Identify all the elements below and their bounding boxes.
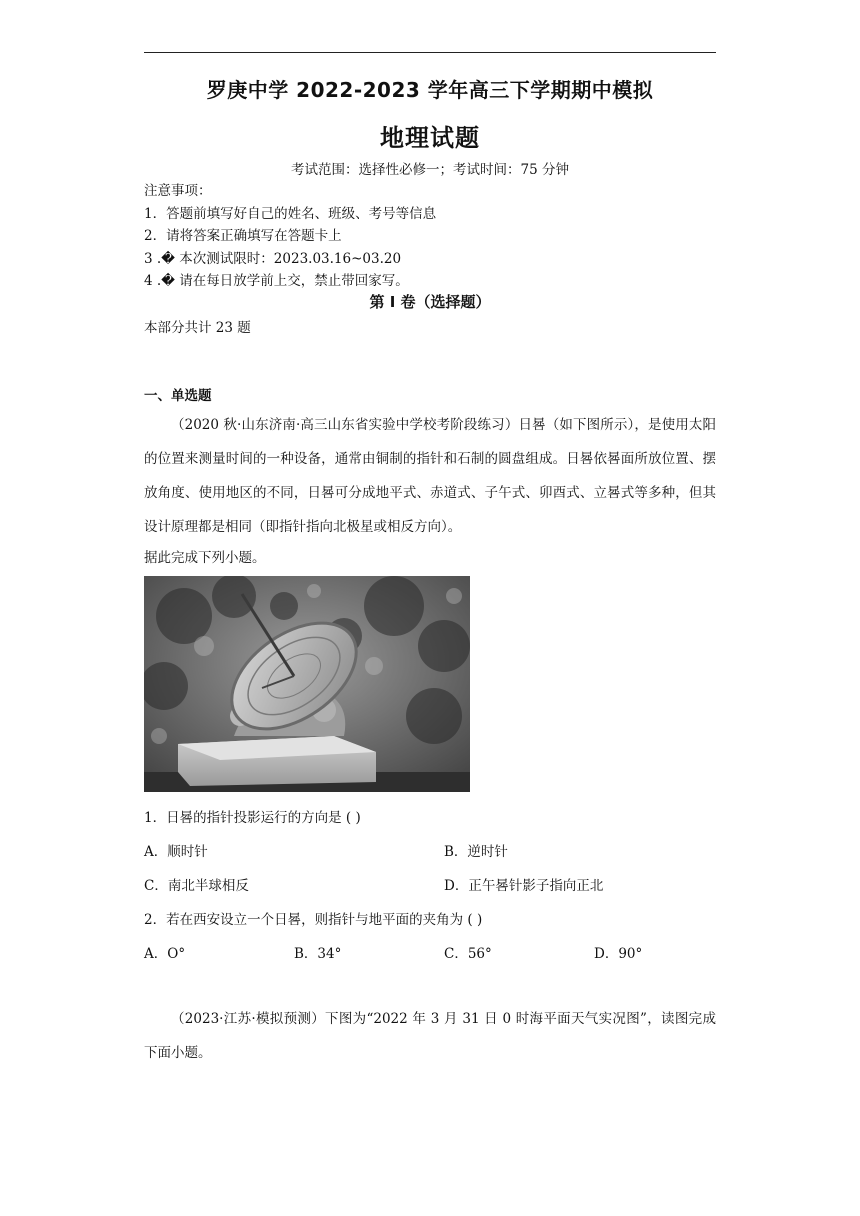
note-item: 4 .� 请在每日放学前上交，禁止带回家写。 bbox=[144, 273, 409, 289]
subject-title: 地理试题 bbox=[380, 124, 480, 152]
q2-option-a[interactable]: A．O° bbox=[144, 946, 186, 962]
notes-block bbox=[144, 180, 436, 293]
exam-scope: 考试范围：选择性必修一；考试时间：75 分钟 bbox=[291, 162, 569, 178]
q2-option-d[interactable]: D．90° bbox=[594, 946, 643, 962]
question-1-stem: 1．日晷的指针投影运行的方向是 ( ) bbox=[144, 810, 361, 826]
part-title: 第 I 卷（选择题） bbox=[369, 293, 491, 311]
q2-option-c[interactable]: C．56° bbox=[444, 946, 492, 962]
q1-option-d[interactable]: D．正午晷针影子指向正北 bbox=[444, 878, 604, 894]
notes-heading: 注意事项： bbox=[144, 183, 212, 199]
passage-text: （2020 秋·山东济南·高三山东省实验中学校考阶段练习）日晷（如下图所示），是使用太阳的位置来测量时间的一种设备，通常由铜制的指针和石制的圆盘组成。日晷依晷面所放位置、摆放角度、使用地区的不同，日晷可分成地平式、赤道式、子午式、卯酉式、立晷式等多种，但其设计原理都是相同（即指针指向北极星或相反方向）。 bbox=[144, 417, 716, 535]
exam-title: 罗庚中学 2022-2023 学年高三下学期期中模拟 bbox=[206, 78, 654, 102]
q1-option-a[interactable]: A．顺时针 bbox=[144, 844, 208, 860]
question-count: 本部分共计 23 题 bbox=[144, 320, 251, 336]
question-2-stem: 2．若在西安设立一个日晷，则指针与地平面的夹角为 ( ) bbox=[144, 912, 483, 928]
q1-option-c[interactable]: C．南北半球相反 bbox=[144, 878, 249, 894]
passage-instruction: 据此完成下列小题。 bbox=[144, 550, 266, 566]
top-rule bbox=[144, 52, 716, 53]
passage-2-text: （2023·江苏·模拟预测）下图为“2022 年 3 月 31 日 0 时海平面天气实况图”，读图完成下面小题。 bbox=[144, 1011, 716, 1061]
note-item: 1．答题前填写好自己的姓名、班级、考号等信息 bbox=[144, 205, 437, 222]
note-item: 2．请将答案正确填写在答题卡上 bbox=[144, 228, 342, 244]
section-heading: 一、单选题 bbox=[144, 388, 212, 404]
q2-option-b[interactable]: B．34° bbox=[294, 946, 342, 962]
q1-option-b[interactable]: B．逆时针 bbox=[444, 844, 508, 860]
sundial-photo bbox=[144, 576, 470, 792]
note-item: 3 .� 本次测试限时：2023.03.16~03.20 bbox=[144, 250, 402, 267]
